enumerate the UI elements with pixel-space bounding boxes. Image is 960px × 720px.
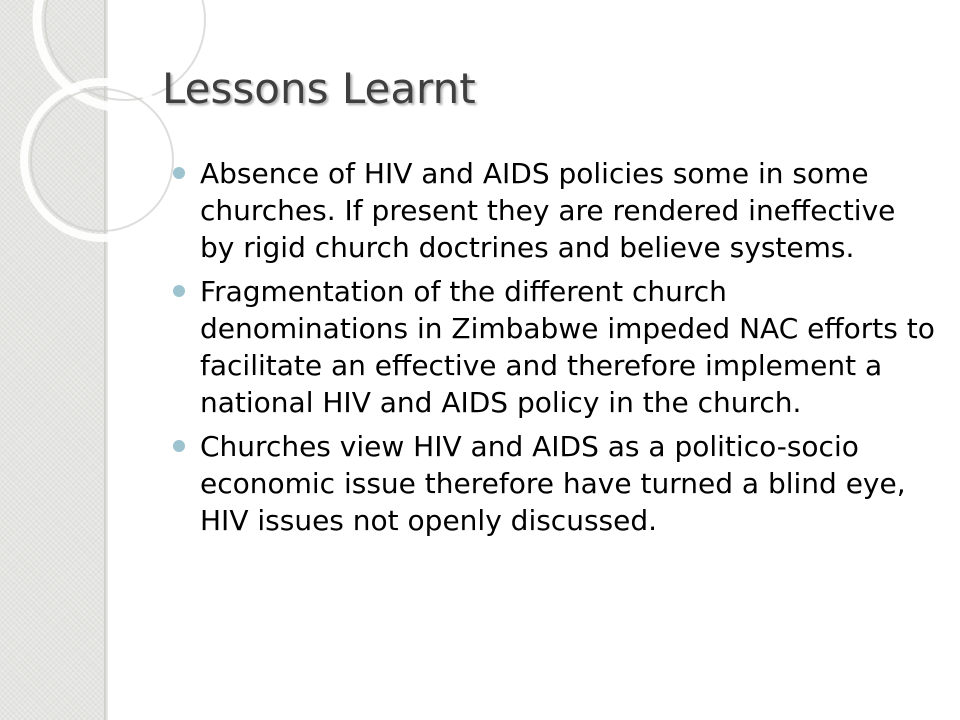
bullet-text: Fragmentation of the different church denominations in Zimbabwe impeded NAC efforts to facilitate an effective and therefore implement a national HIV and AIDS policy in the church. [200,275,935,419]
bullet-item [200,428,936,539]
bullet-list [200,155,936,546]
bullet-marker-icon [173,440,185,452]
slide-title: Lessons Learnt [162,64,476,113]
lower-ring-shadow [31,89,173,231]
bullet-item [200,273,936,421]
bullet-marker-icon [173,167,185,179]
bullet-item [200,155,936,266]
bullet-text: Churches view HIV and AIDS as a politico-socio economic issue therefore have turned a blind eye, HIV issues not openly discussed. [200,430,906,537]
bullet-text: Absence of HIV and AIDS policies some in some churches. If present they are rendered ineffective by rigid church doctrines and believe systems. [200,157,896,264]
bullet-marker-icon [173,285,185,297]
